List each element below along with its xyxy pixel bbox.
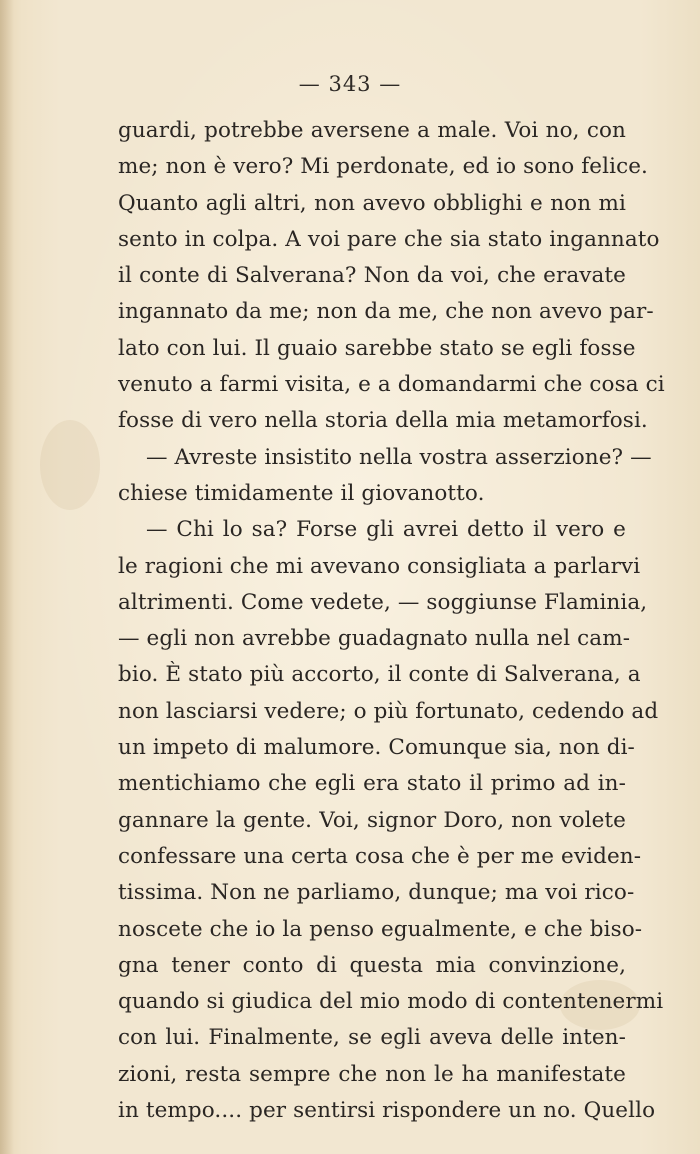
text-line: confessare una certa cosa che è per me eviden- [118,843,642,869]
text-line: — Chi lo sa? Forse gli avrei detto il vero e [146,517,626,543]
text-line: noscete che io la penso egualmente, e che biso- [118,916,643,942]
text-line: fosse di vero nella storia della mia metamorfosi. [118,408,648,434]
text-line: un impeto di malumore. Comunque sia, non di- [118,735,635,761]
text-line: zioni, resta sempre che non le ha manifestate [118,1061,626,1087]
text-line: chiese timidamente il giovanotto. [118,480,485,506]
page-edge-shadow [0,0,14,1154]
paper-stain [40,420,100,510]
text-line: gna tener conto di questa mia convinzione, [118,952,626,978]
text-line: non lasciarsi vedere; o più fortunato, cedendo ad [118,698,659,724]
text-line: le ragioni che mi avevano consigliata a parlarvi [118,553,641,579]
text-line: — egli non avrebbe guadagnato nulla nel cam- [118,626,631,652]
text-line: lato con lui. Il guaio sarebbe stato se egli fosse [118,335,636,361]
text-line: guardi, potrebbe aversene a male. Voi no, con [118,118,626,143]
text-line: — Avreste insistito nella vostra asserzione? — [146,444,652,470]
text-line: in tempo.... per sentirsi rispondere un no. Quello [118,1098,656,1124]
text-line: con lui. Finalmente, se egli aveva delle inten- [118,1025,626,1051]
text-line: quando si giudica del mio modo di contentenermi [118,989,664,1015]
text-line: tissima. Non ne parliamo, dunque; ma voi rico- [118,880,635,906]
text-line: gannare la gente. Voi, signor Doro, non volete [118,807,626,833]
page-number: — 343 — [298,72,402,96]
text-line: mentichiamo che egli era stato il primo ad in- [118,771,626,797]
text-line: me; non è vero? Mi perdonate, ed io sono felice. [118,154,648,180]
text-line: sento in colpa. A voi pare che sia stato ingannato [118,226,660,252]
text-line: il conte di Salverana? Non da voi, che eravate [118,263,626,289]
text-line: altrimenti. Come vedete, — soggiunse Flaminia, [118,589,648,615]
body-text [118,113,665,1129]
text-line: bio. È stato più accorto, il conte di Salverana, a [118,662,641,688]
text-line: ingannato da me; non da me, che non avevo par- [118,299,654,325]
text-line: Quanto agli altri, non avevo obblighi e non mi [118,190,626,216]
text-line: venuto a farmi visita, e a domandarmi che cosa ci [118,372,665,398]
